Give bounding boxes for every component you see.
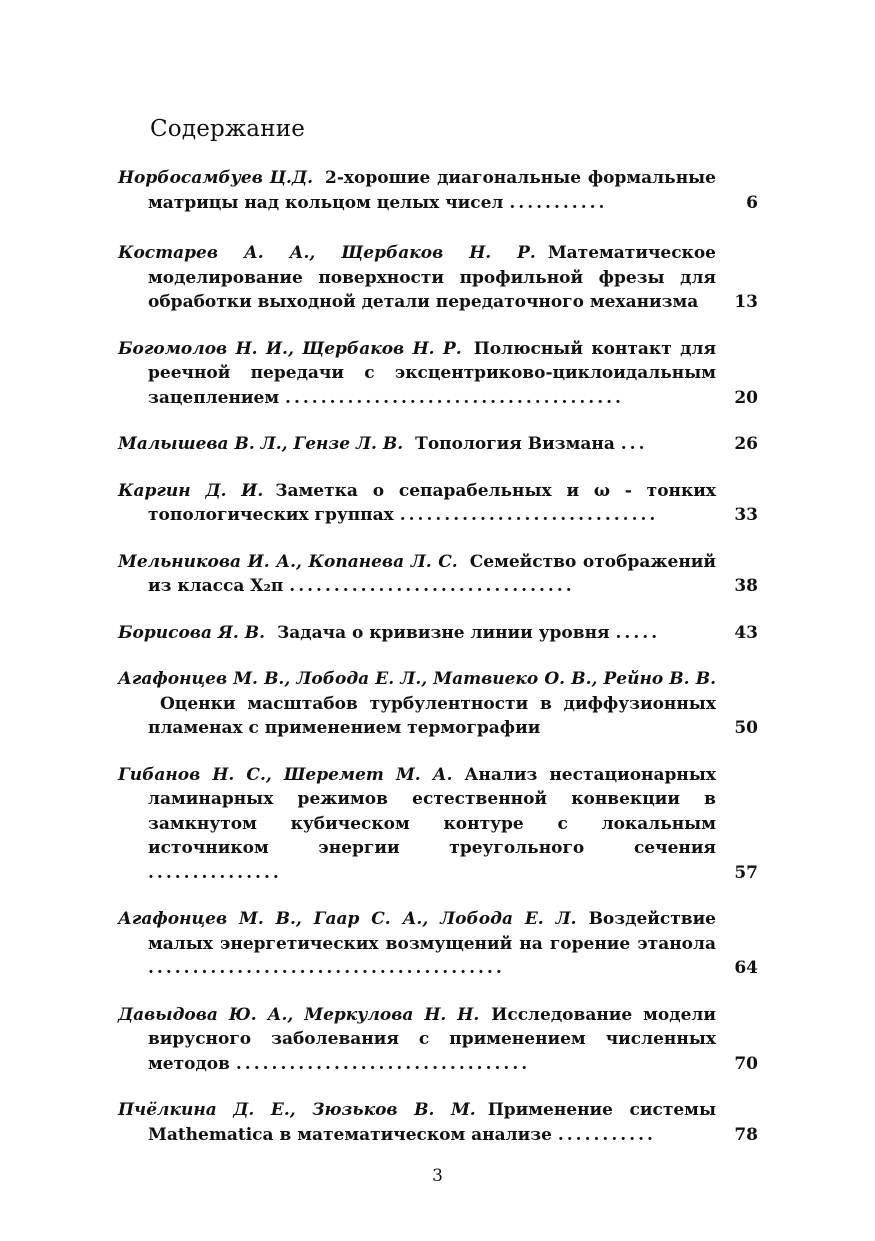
toc-entry-authors: Агафонцев М. В., Гаар С. А., Лобода Е. Л. bbox=[118, 909, 577, 929]
toc-entry-body bbox=[118, 1003, 716, 1077]
toc-entry-authors: Богомолов Н. И., Щербаков Н. Р. bbox=[118, 338, 462, 359]
toc-entry bbox=[118, 479, 758, 528]
toc-entry bbox=[118, 1003, 758, 1077]
toc-entry-page-number: 20 bbox=[734, 387, 758, 408]
toc-entry-title: 2-хорошие диагональные формальные матрицы над кольцом целых чисел bbox=[148, 168, 716, 213]
toc-entry bbox=[118, 763, 758, 886]
toc-entry-page-number: 43 bbox=[734, 622, 758, 643]
toc-entry-leaders: ............... bbox=[148, 862, 282, 883]
page-number: 3 bbox=[432, 1166, 443, 1186]
toc-entry-page-number: 64 bbox=[734, 958, 758, 978]
toc-entry-authors: Борисова Я. В. bbox=[118, 622, 266, 643]
toc-entry-leaders: ................................. bbox=[235, 1053, 531, 1074]
toc-entry bbox=[118, 166, 758, 215]
toc-entry bbox=[118, 241, 758, 315]
toc-entry-leaders: ........................................ bbox=[148, 958, 505, 978]
toc-list bbox=[118, 166, 758, 1169]
toc-entry-title: Полюсный контакт для реечной передачи с эксцентриково-циклоидальным зацеплением bbox=[148, 338, 717, 408]
toc-entry-title: Заметка о сепарабельных и ω - тонких топологических группах bbox=[148, 480, 716, 525]
toc-entry-row bbox=[118, 1098, 758, 1147]
toc-entry-authors: Норбосамбуев Ц.Д. bbox=[118, 168, 314, 188]
toc-entry-authors: Костарев А. А., Щербаков Н. Р. bbox=[118, 243, 536, 263]
toc-entry-row bbox=[118, 337, 758, 411]
toc-entry-leaders: ..... bbox=[615, 622, 661, 643]
toc-entry-row bbox=[118, 166, 758, 215]
toc-entry-body bbox=[118, 1098, 716, 1147]
toc-entry-row bbox=[118, 763, 758, 886]
toc-entry-authors: Гибанов Н. С., Шеремет М. А. bbox=[118, 764, 453, 785]
toc-entry-title: Оценки масштабов турбулентности в диффузионных пламенах с применением термографии bbox=[148, 693, 716, 738]
toc-entry bbox=[118, 337, 758, 411]
toc-entry-body bbox=[118, 479, 716, 528]
toc-entry-body bbox=[118, 763, 716, 886]
toc-heading: Содержание bbox=[150, 116, 306, 142]
toc-entry-page-number: 26 bbox=[734, 434, 758, 454]
toc-entry-leaders: ... bbox=[620, 434, 648, 454]
toc-entry-body bbox=[118, 667, 716, 741]
toc-entry-title: Семейство отображений из класса X₂π bbox=[148, 551, 716, 596]
toc-entry-title: Анализ нестационарных ламинарных режимов естественной конвекции в замкнутом кубическом контуре с локальным источником энергии треугольного сечения bbox=[148, 764, 716, 858]
toc-entry bbox=[118, 432, 758, 457]
toc-entry-body bbox=[118, 166, 716, 215]
toc-entry-leaders: ........... bbox=[557, 1124, 656, 1145]
toc-entry-page-number: 38 bbox=[734, 576, 758, 596]
toc-entry-body bbox=[118, 432, 716, 457]
toc-entry-body bbox=[118, 907, 716, 981]
toc-entry-title: Математическое моделирование поверхности профильной фрезы для обработки выходной детали передаточного механизма bbox=[148, 243, 716, 312]
toc-entry-page-number: 57 bbox=[734, 862, 758, 883]
toc-entry-body bbox=[118, 337, 716, 411]
toc-entry-title: Топология Визмана bbox=[415, 434, 615, 454]
toc-entry-authors: Агафонцев М. В., Лобода Е. Л., Матвиеко О. В., Рейно В. В. bbox=[118, 669, 716, 689]
toc-entry-row bbox=[118, 241, 758, 315]
toc-entry bbox=[118, 1098, 758, 1147]
toc-entry-body bbox=[118, 550, 716, 599]
toc-entry bbox=[118, 550, 758, 599]
toc-entry-body bbox=[118, 621, 716, 646]
toc-entry bbox=[118, 907, 758, 981]
toc-entry-row bbox=[118, 550, 758, 599]
toc-entry-authors: Мельникова И. А., Копанева Л. С. bbox=[118, 551, 458, 572]
toc-entry-title: Воздействие малых энергетических возмущений на горение этанола bbox=[148, 909, 716, 954]
toc-entry-row bbox=[118, 432, 758, 457]
toc-entry bbox=[118, 621, 758, 646]
toc-entry-row bbox=[118, 479, 758, 528]
toc-entry-leaders: ............................. bbox=[399, 505, 659, 525]
toc-entry-leaders: ........... bbox=[509, 192, 608, 213]
toc-entry-row bbox=[118, 621, 758, 646]
toc-entry-authors: Пчёлкина Д. Е., Зюзьков В. М. bbox=[118, 1100, 476, 1120]
toc-entry-leaders: ...................................... bbox=[285, 387, 624, 408]
toc-entry-page-number: 70 bbox=[734, 1053, 758, 1074]
toc-entry-page-number: 33 bbox=[734, 505, 758, 525]
toc-entry-title: Применение системы Mathematica в математическом анализе bbox=[148, 1100, 716, 1145]
toc-entry-authors: Давыдова Ю. А., Меркулова Н. Н. bbox=[118, 1004, 480, 1025]
toc-entry-page-number: 50 bbox=[734, 718, 758, 738]
toc-entry-title: Исследование модели вирусного заболевания с применением численных методов bbox=[148, 1004, 717, 1074]
toc-entry-row bbox=[118, 907, 758, 981]
toc-entry-authors: Каргин Д. И. bbox=[118, 480, 264, 501]
toc-entry bbox=[118, 667, 758, 741]
toc-entry-authors: Малышева В. Л., Гензе Л. В. bbox=[118, 434, 404, 454]
toc-entry-title: Задача о кривизне линии уровня bbox=[277, 622, 610, 643]
toc-entry-page-number: 6 bbox=[746, 192, 758, 213]
toc-entry-page-number: 13 bbox=[734, 292, 758, 312]
toc-entry-body bbox=[118, 241, 716, 315]
toc-entry-row bbox=[118, 1003, 758, 1077]
toc-entry-page-number: 78 bbox=[734, 1124, 758, 1145]
toc-entry-leaders: ................................ bbox=[289, 576, 575, 596]
toc-entry-row bbox=[118, 667, 758, 741]
